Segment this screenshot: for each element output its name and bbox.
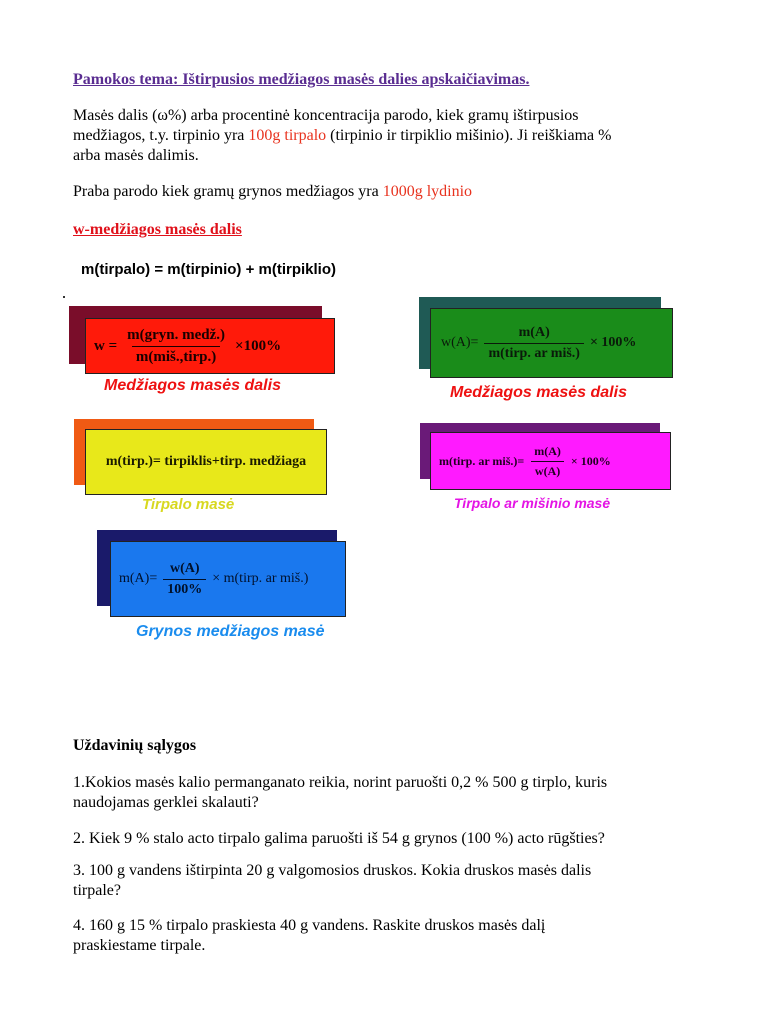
task-1-line-2: naudojamas gerklei skalauti?: [73, 794, 259, 811]
formula-numerator: m(A): [518, 324, 550, 340]
card-face: [110, 541, 346, 617]
formula-rhs: ×100%: [235, 337, 282, 354]
formula-fraction: [163, 561, 206, 598]
card-caption: Medžiagos masės dalis: [104, 377, 281, 394]
heading-mass-fraction: w-medžiagos masės dalis: [73, 221, 242, 238]
formula-numerator: m(A): [534, 443, 561, 458]
formula-text: m(tirp.)= tirpiklis+tirp. medžiaga: [105, 454, 307, 469]
task-4-line-1: 4. 160 g 15 % tirpalo praskiesta 40 g vandens. Raskite druskos masės dalį: [73, 917, 546, 934]
card-caption: Tirpalo ar mišinio masė: [454, 495, 611, 511]
formula-rhs: × 100%: [570, 453, 611, 468]
formula-fraction: [123, 327, 229, 366]
intro-line-1: Masės dalis (ω%) arba procentinė koncentracija parodo, kiek gramų ištirpusios: [73, 107, 579, 124]
praba-line: [73, 182, 472, 202]
card-face: [85, 318, 335, 374]
intro-line-2-pre: medžiagos, t.y. tirpinio yra: [73, 127, 249, 144]
card-caption: Medžiagos masės dalis: [450, 384, 627, 401]
task-1-line-1: 1.Kokios masės kalio permanganato reikia, norint paruošti 0,2 % 500 g tirplo, kuris: [73, 774, 608, 791]
formula-fraction: [530, 444, 565, 479]
formula-lhs: m(A)=: [119, 571, 158, 586]
task-4-line-2: praskiestame tirpale.: [73, 937, 206, 954]
intro-line-2: [73, 126, 611, 146]
card-caption: Grynos medžiagos masė: [136, 623, 325, 640]
tasks-heading: Uždavinių sąlygos: [73, 737, 197, 754]
intro-line-2-post: (tirpinio ir tirpiklio mišinio). Ji reiškiama %: [326, 127, 612, 144]
intro-highlight: 100g tirpalo: [248, 127, 327, 144]
praba-highlight: 1000g lydinio: [382, 183, 473, 200]
praba-text: Praba parodo kiek gramų grynos medžiagos yra: [73, 183, 383, 200]
card-caption: Tirpalo masė: [142, 496, 235, 513]
formula-numerator: w(A): [169, 560, 200, 576]
formula-lhs: m(tirp. ar miš.)=: [439, 453, 525, 468]
task-2-line-1: 2. Kiek 9 % stalo acto tirpalo galima paruošti iš 54 g grynos (100 %) acto rūgšties?: [73, 830, 605, 847]
formula-denominator: m(tirp. ar miš.): [484, 343, 584, 362]
formula-denominator: w(A): [531, 461, 564, 479]
intro-line-3: arba masės dalimis.: [73, 147, 199, 164]
formula-lhs: w(A)=: [441, 335, 479, 350]
formula-denominator: m(miš.,tirp.): [132, 346, 220, 366]
formula-denominator: 100%: [163, 579, 206, 598]
card-face: [430, 432, 671, 490]
card-face: [430, 308, 673, 378]
task-3-line-2: tirpale?: [73, 882, 121, 899]
stray-dot: [63, 296, 65, 298]
card-face: [85, 429, 327, 495]
formula-rhs: × m(tirp. ar miš.): [212, 571, 309, 586]
formula-lhs: w =: [94, 337, 118, 354]
page-title: Pamokos tema: Ištirpusios medžiagos masės dalies apskaičiavimas.: [73, 71, 530, 88]
task-3-line-1: 3. 100 g vandens ištirpinta 20 g valgomosios druskos. Kokia druskos masės dalis: [73, 862, 592, 879]
formula-rhs: × 100%: [589, 335, 637, 350]
formula-solution-mass: m(tirpalo) = m(tirpinio) + m(tirpiklio): [81, 261, 336, 278]
formula-fraction: [484, 325, 584, 362]
formula-numerator: m(gryn. medž.): [127, 326, 226, 343]
